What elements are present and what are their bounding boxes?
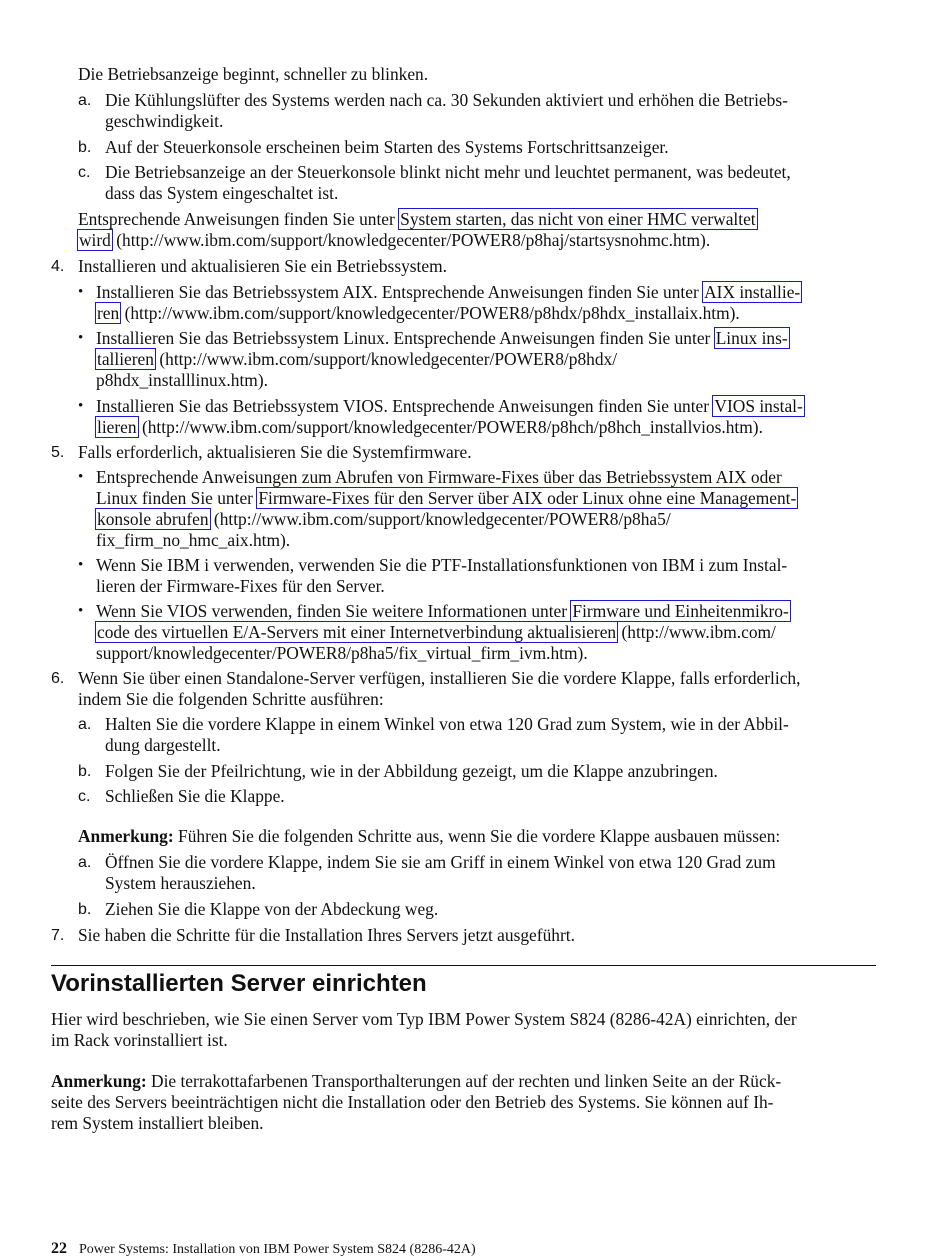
viosfw-line1 [96, 601, 790, 622]
step6a-line2: dung dargestellt. [105, 735, 221, 755]
note1a-line2: System herausziehen. [105, 873, 256, 893]
link-firmware-fixes[interactable]: Firmware-Fixes für den Server über AIX oder Linux ohne eine Management- [258, 488, 797, 508]
step7-text: Sie haben die Schritte für die Installation Ihres Servers jetzt ausgeführt. [78, 925, 575, 945]
reference-url: (http://www.ibm.com/support/knowledgecenter/POWER8/p8haj/startsysnohmc.htm). [111, 230, 711, 250]
step6a-line1: Halten Sie die vordere Klappe in einem Winkel von etwa 120 Grad zum System, wie in der Abbil- [105, 714, 789, 734]
ibmi-line1: Wenn Sie IBM i verwenden, verwenden Sie die PTF-Installationsfunktionen von IBM i zum Instal- [96, 555, 788, 575]
step6b-text: Folgen Sie der Pfeilrichtung, wie in der Abbildung gezeigt, um die Klappe anzubringen. [105, 761, 718, 781]
step6-line2: indem Sie die folgenden Schritte ausführen: [78, 689, 384, 709]
description-line2: im Rack vorinstalliert ist. [51, 1030, 228, 1050]
note2-line1 [51, 1071, 781, 1092]
link-firmware-vios-cont[interactable]: code des virtuellen E/A-Servers mit einer Internetverbindung aktualisieren [97, 622, 617, 642]
note2-line2: seite des Servers beeinträchtigen nicht die Installation oder den Betrieb des Systems. Sie können auf Ih- [51, 1092, 774, 1112]
description-line1: Hier wird beschrieben, wie Sie einen Server vom Typ IBM Power System S824 (8286-42A) einrichten, der [51, 1009, 797, 1029]
note1a-line1: Öffnen Sie die vordere Klappe, indem Sie sie am Griff in einem Winkel von etwa 120 Grad zum [105, 852, 776, 872]
footer-title: Power Systems: Installation von IBM Power System S824 (8286-42A) [79, 1242, 476, 1257]
step-c-line2: dass das System eingeschaltet ist. [105, 183, 339, 203]
list-number-6: 6. [51, 670, 65, 687]
step-b-text: Auf der Steuerkonsole erscheinen beim Starten des Systems Fortschrittsanzeiger. [105, 137, 669, 157]
fw-line4: fix_firm_no_hmc_aix.htm). [96, 530, 291, 550]
fw-line1: Entsprechende Anweisungen zum Abrufen von Firmware-Fixes über das Betriebssystem AIX oder [96, 467, 782, 487]
section-divider [51, 965, 876, 966]
list-marker-a: a. [78, 92, 92, 109]
aix-url: (http://www.ibm.com/support/knowledgecenter/POWER8/p8hdx/p8hdx_installaix.htm). [120, 303, 740, 323]
link-aix-installieren[interactable]: AIX installie- [704, 282, 801, 302]
list-marker-b: b. [78, 763, 92, 780]
step6-line1: Wenn Sie über einen Standalone-Server verfügen, installieren Sie die vordere Klappe, falls erforderlich, [78, 668, 801, 688]
section-heading: Vorinstallierten Server einrichten [51, 970, 427, 997]
fw-line2 [96, 488, 797, 509]
list-number-5: 5. [51, 444, 65, 461]
bullet: • [78, 284, 84, 300]
page-footer [51, 1240, 476, 1259]
step-c-line1: Die Betriebsanzeige an der Steuerkonsole blinkt nicht mehr und leuchtet permanent, was bedeutet, [105, 162, 791, 182]
viosfw-line3: support/knowledgecenter/POWER8/p8ha5/fix_virtual_firm_ivm.htm). [96, 643, 588, 663]
reference-prefix: Entsprechende Anweisungen finden Sie unter [78, 209, 400, 229]
aix-line1 [96, 282, 801, 303]
list-marker-b: b. [78, 901, 92, 918]
vios-line2 [96, 417, 763, 438]
linux-url: (http://www.ibm.com/support/knowledgecenter/POWER8/p8hdx/ [154, 349, 618, 369]
link-linux-installieren-cont[interactable]: tallieren [97, 349, 154, 369]
aix-line2 [96, 303, 740, 324]
list-number-4: 4. [51, 258, 65, 275]
step4-text: Installieren und aktualisieren Sie ein Betriebssystem. [78, 256, 447, 276]
list-marker-c: c. [78, 164, 91, 181]
link-system-starten[interactable]: System starten, das nicht von einer HMC verwaltet [400, 209, 756, 229]
link-aix-installieren-cont[interactable]: ren [97, 303, 120, 323]
viosfw-text: Wenn Sie VIOS verwenden, finden Sie weitere Informationen unter [96, 601, 572, 621]
viosfw-url: (http://www.ibm.com/ [617, 622, 776, 642]
list-marker-a: a. [78, 854, 92, 871]
list-marker-c: c. [78, 788, 91, 805]
page-number: 22 [51, 1240, 67, 1257]
note1-text: Führen Sie die folgenden Schritte aus, wenn Sie die vordere Klappe ausbauen müssen: [173, 826, 781, 846]
fw-text: Linux finden Sie unter [96, 488, 258, 508]
linux-text: Installieren Sie das Betriebssystem Linux. Entsprechende Anweisungen finden Sie unter [96, 328, 715, 348]
note1-label: Anmerkung: [78, 826, 174, 846]
vios-line1 [96, 396, 804, 417]
vios-url: (http://www.ibm.com/support/knowledgecenter/POWER8/p8hch/p8hch_installvios.htm). [137, 417, 763, 437]
step-a-line1: Die Kühlungslüfter des Systems werden nach ca. 30 Sekunden aktiviert und erhöhen die Betriebs- [105, 90, 788, 110]
fw-url: (http://www.ibm.com/support/knowledgecenter/POWER8/p8ha5/ [209, 509, 671, 529]
note2-text: Die terrakottafarbenen Transporthalterungen auf der rechten und linken Seite an der Rück- [146, 1071, 782, 1091]
list-marker-b: b. [78, 139, 92, 156]
link-linux-installieren[interactable]: Linux ins- [715, 328, 788, 348]
fw-line3 [96, 509, 671, 530]
aix-text: Installieren Sie das Betriebssystem AIX. Entsprechende Anweisungen finden Sie unter [96, 282, 704, 302]
viosfw-line2 [96, 622, 776, 643]
bullet: • [78, 603, 84, 619]
reference-line2 [78, 230, 710, 251]
note2-label: Anmerkung: [51, 1071, 147, 1091]
reference-line1 [78, 209, 757, 230]
note1 [78, 826, 780, 847]
intro-text: Die Betriebsanzeige beginnt, schneller zu blinken. [78, 64, 429, 84]
link-system-starten-cont[interactable]: wird [79, 230, 111, 250]
link-vios-installieren-cont[interactable]: lieren [97, 417, 137, 437]
bullet: • [78, 469, 84, 485]
step5-text: Falls erforderlich, aktualisieren Sie die Systemfirmware. [78, 442, 472, 462]
ibmi-line2: lieren der Firmware-Fixes für den Server. [96, 576, 385, 596]
note2-line3: rem System installiert bleiben. [51, 1113, 264, 1133]
step-a-line2: geschwindigkeit. [105, 111, 224, 131]
step6c-text: Schließen Sie die Klappe. [105, 786, 285, 806]
link-vios-installieren[interactable]: VIOS instal- [714, 396, 803, 416]
link-firmware-vios[interactable]: Firmware und Einheitenmikro- [572, 601, 789, 621]
linux-line2 [96, 349, 617, 370]
linux-line3: p8hdx_installlinux.htm). [96, 370, 268, 390]
bullet: • [78, 557, 84, 573]
linux-line1 [96, 328, 789, 349]
vios-text: Installieren Sie das Betriebssystem VIOS. Entsprechende Anweisungen finden Sie unter [96, 396, 714, 416]
bullet: • [78, 330, 84, 346]
note1b-text: Ziehen Sie die Klappe von der Abdeckung weg. [105, 899, 439, 919]
link-firmware-fixes-cont[interactable]: konsole abrufen [97, 509, 209, 529]
list-marker-a: a. [78, 716, 92, 733]
list-number-7: 7. [51, 927, 65, 944]
bullet: • [78, 398, 84, 414]
